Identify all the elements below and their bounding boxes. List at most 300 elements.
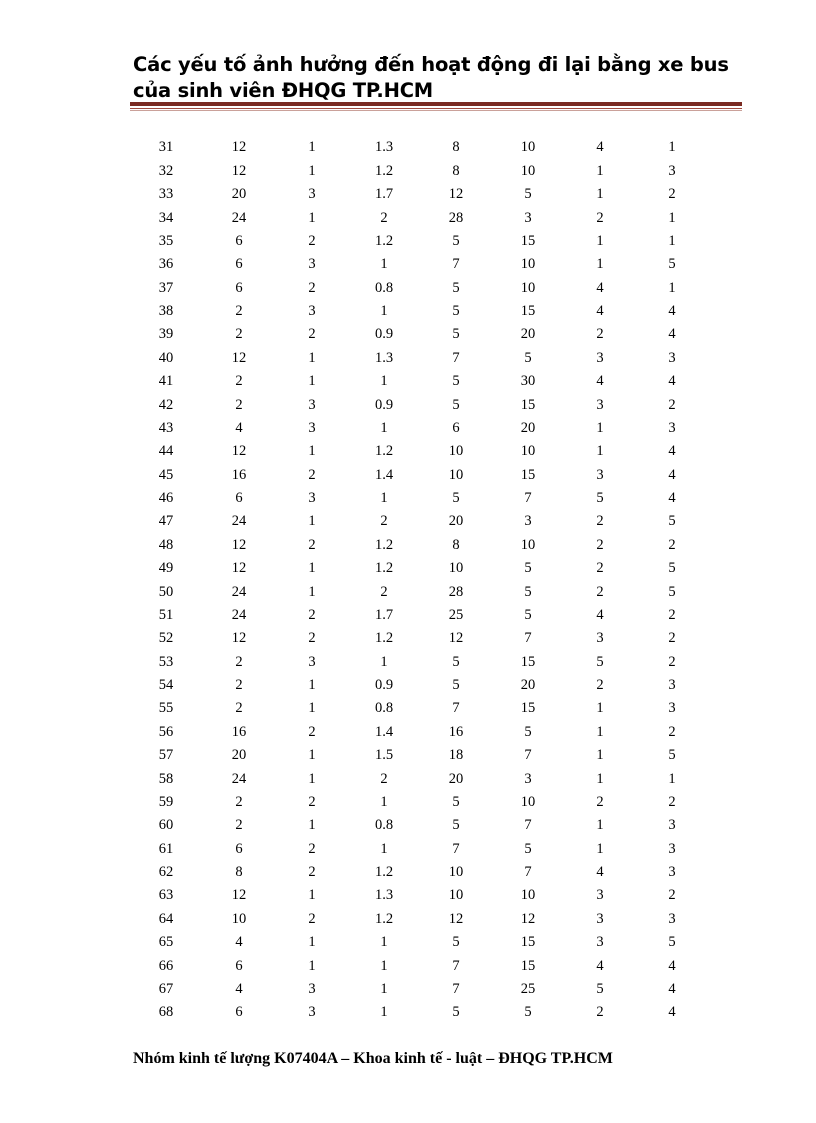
table-cell: 5: [452, 373, 460, 390]
table-cell: 1: [308, 957, 316, 974]
table-cell: 1.7: [374, 606, 394, 623]
table-cell: 5: [524, 840, 532, 857]
table-cell: 2: [596, 209, 604, 226]
table-cell: 5: [452, 817, 460, 834]
table-cell: 4: [668, 443, 676, 460]
table-cell: 2: [596, 677, 604, 694]
table-cell: 10: [448, 887, 464, 904]
table-cell: 7: [452, 700, 460, 717]
table-row: [130, 417, 708, 440]
table-cell: 5: [524, 723, 532, 740]
table-cell: 3: [668, 700, 676, 717]
table-cell: 12: [448, 186, 464, 203]
table-cell: 1: [308, 747, 316, 764]
table-cell: 3: [668, 419, 676, 436]
table-cell: 10: [520, 443, 536, 460]
table-cell: 5: [452, 677, 460, 694]
table-cell: 15: [520, 957, 536, 974]
table-cell: 43: [158, 419, 174, 436]
table-cell: 2: [235, 817, 243, 834]
table-cell: 4: [668, 957, 676, 974]
table-cell: 1: [596, 256, 604, 273]
table-cell: 10: [231, 910, 247, 927]
table-cell: 66: [158, 957, 174, 974]
table-cell: 2: [380, 583, 388, 600]
table-cell: 10: [520, 793, 536, 810]
table-row: [130, 884, 708, 907]
table-cell: 4: [668, 303, 676, 320]
table-cell: 1: [308, 560, 316, 577]
table-cell: 58: [158, 770, 174, 787]
table-cell: 7: [452, 349, 460, 366]
table-cell: 65: [158, 934, 174, 951]
table-cell: 0.8: [374, 817, 394, 834]
table-cell: 1: [596, 162, 604, 179]
table-cell: 31: [158, 139, 174, 156]
table-cell: 2: [596, 583, 604, 600]
table-cell: 0.9: [374, 677, 394, 694]
table-cell: 24: [231, 513, 247, 530]
table-cell: 1: [596, 419, 604, 436]
table-cell: 4: [235, 980, 243, 997]
table-cell: 2: [596, 536, 604, 553]
table-row: [130, 1001, 708, 1024]
table-cell: 3: [596, 887, 604, 904]
table-cell: 5: [668, 747, 676, 764]
table-cell: 12: [231, 887, 247, 904]
table-cell: 2: [668, 186, 676, 203]
table-cell: 3: [596, 934, 604, 951]
table-cell: 2: [668, 606, 676, 623]
table-cell: 24: [231, 770, 247, 787]
table-row: [130, 510, 708, 533]
table-row: [130, 323, 708, 346]
table-cell: 4: [596, 957, 604, 974]
table-cell: 20: [231, 186, 247, 203]
table-cell: 34: [158, 209, 174, 226]
table-cell: 10: [520, 139, 536, 156]
table-cell: 20: [520, 326, 536, 343]
table-cell: 1.2: [374, 162, 394, 179]
table-cell: 1.3: [374, 887, 394, 904]
table-cell: 1: [596, 840, 604, 857]
table-cell: 1: [308, 817, 316, 834]
table-cell: 10: [448, 560, 464, 577]
table-cell: 5: [668, 513, 676, 530]
table-cell: 1: [596, 770, 604, 787]
table-cell: 2: [308, 723, 316, 740]
table-row: [130, 861, 708, 884]
table-row: [130, 674, 708, 697]
table-cell: 6: [235, 490, 243, 507]
table-cell: 3: [308, 980, 316, 997]
table-row: [130, 346, 708, 369]
table-cell: 12: [231, 349, 247, 366]
table-cell: 1: [596, 700, 604, 717]
table-cell: 2: [596, 513, 604, 530]
table-cell: 2: [596, 793, 604, 810]
table-cell: 64: [158, 910, 174, 927]
table-row: [130, 907, 708, 930]
table-cell: 1: [596, 186, 604, 203]
table-cell: 3: [668, 864, 676, 881]
table-cell: 24: [231, 209, 247, 226]
table-cell: 10: [520, 162, 536, 179]
table-cell: 5: [524, 349, 532, 366]
table-cell: 62: [158, 864, 174, 881]
table-cell: 1: [308, 139, 316, 156]
table-cell: 56: [158, 723, 174, 740]
table-cell: 38: [158, 303, 174, 320]
table-cell: 68: [158, 1004, 174, 1021]
table-cell: 20: [520, 419, 536, 436]
data-table: [130, 136, 708, 1024]
table-row: [130, 440, 708, 463]
table-cell: 3: [308, 396, 316, 413]
table-cell: 2: [308, 279, 316, 296]
table-cell: 4: [596, 606, 604, 623]
table-row: [130, 744, 708, 767]
table-cell: 52: [158, 630, 174, 647]
table-cell: 2: [235, 793, 243, 810]
table-row: [130, 697, 708, 720]
table-cell: 4: [668, 1004, 676, 1021]
table-cell: 2: [308, 864, 316, 881]
table-cell: 2: [308, 840, 316, 857]
table-cell: 1: [308, 349, 316, 366]
table-cell: 1: [596, 232, 604, 249]
table-cell: 3: [668, 817, 676, 834]
table-cell: 4: [668, 373, 676, 390]
table-row: [130, 814, 708, 837]
table-cell: 20: [448, 513, 464, 530]
table-cell: 2: [308, 606, 316, 623]
table-cell: 5: [452, 490, 460, 507]
table-cell: 2: [235, 677, 243, 694]
table-row: [130, 954, 708, 977]
table-cell: 60: [158, 817, 174, 834]
table-row: [130, 370, 708, 393]
table-cell: 4: [596, 373, 604, 390]
table-cell: 4: [668, 980, 676, 997]
table-cell: 2: [235, 373, 243, 390]
table-cell: 1: [596, 443, 604, 460]
table-cell: 50: [158, 583, 174, 600]
table-cell: 1: [596, 723, 604, 740]
table-cell: 5: [524, 1004, 532, 1021]
table-cell: 44: [158, 443, 174, 460]
table-cell: 45: [158, 466, 174, 483]
table-cell: 12: [520, 910, 536, 927]
table-cell: 1: [380, 490, 388, 507]
table-cell: 5: [668, 560, 676, 577]
table-cell: 1.2: [374, 910, 394, 927]
table-cell: 7: [524, 864, 532, 881]
table-cell: 8: [235, 864, 243, 881]
table-cell: 3: [308, 490, 316, 507]
table-cell: 5: [596, 980, 604, 997]
table-cell: 33: [158, 186, 174, 203]
table-cell: 10: [520, 887, 536, 904]
table-cell: 1.5: [374, 747, 394, 764]
table-cell: 4: [596, 279, 604, 296]
table-cell: 1: [308, 770, 316, 787]
table-cell: 1: [380, 840, 388, 857]
table-cell: 5: [596, 490, 604, 507]
table-cell: 1.2: [374, 232, 394, 249]
table-cell: 3: [524, 513, 532, 530]
table-cell: 3: [668, 840, 676, 857]
table-cell: 1: [380, 980, 388, 997]
table-cell: 1: [380, 373, 388, 390]
table-cell: 32: [158, 162, 174, 179]
table-cell: 1.2: [374, 443, 394, 460]
table-cell: 67: [158, 980, 174, 997]
table-cell: 41: [158, 373, 174, 390]
table-cell: 2: [668, 630, 676, 647]
table-cell: 5: [524, 186, 532, 203]
table-row: [130, 837, 708, 860]
table-row: [130, 206, 708, 229]
table-cell: 5: [452, 326, 460, 343]
table-cell: 10: [520, 256, 536, 273]
table-cell: 5: [524, 560, 532, 577]
table-cell: 15: [520, 303, 536, 320]
table-cell: 2: [235, 326, 243, 343]
table-cell: 2: [668, 887, 676, 904]
table-cell: 0.9: [374, 326, 394, 343]
table-cell: 6: [235, 256, 243, 273]
table-cell: 55: [158, 700, 174, 717]
table-cell: 2: [380, 513, 388, 530]
table-cell: 5: [596, 653, 604, 670]
table-cell: 49: [158, 560, 174, 577]
table-cell: 1: [668, 232, 676, 249]
table-cell: 3: [668, 910, 676, 927]
table-cell: 6: [235, 232, 243, 249]
table-cell: 1: [308, 209, 316, 226]
table-cell: 7: [524, 490, 532, 507]
table-cell: 3: [596, 630, 604, 647]
table-row: [130, 533, 708, 556]
table-cell: 1: [380, 957, 388, 974]
table-cell: 20: [520, 677, 536, 694]
table-cell: 10: [448, 443, 464, 460]
table-cell: 1: [308, 887, 316, 904]
table-cell: 5: [452, 396, 460, 413]
table-cell: 6: [235, 1004, 243, 1021]
table-cell: 3: [524, 209, 532, 226]
table-cell: 1: [380, 793, 388, 810]
table-cell: 7: [452, 957, 460, 974]
table-cell: 1: [380, 653, 388, 670]
table-cell: 2: [668, 536, 676, 553]
table-row: [130, 557, 708, 580]
table-row: [130, 276, 708, 299]
table-cell: 1: [596, 817, 604, 834]
table-cell: 16: [231, 723, 247, 740]
table-cell: 3: [596, 910, 604, 927]
table-cell: 35: [158, 232, 174, 249]
table-cell: 47: [158, 513, 174, 530]
table-cell: 2: [596, 560, 604, 577]
table-cell: 1: [308, 934, 316, 951]
table-cell: 28: [448, 209, 464, 226]
table-cell: 12: [231, 536, 247, 553]
table-cell: 0.8: [374, 279, 394, 296]
table-cell: 7: [524, 747, 532, 764]
table-cell: 1: [668, 139, 676, 156]
table-cell: 15: [520, 653, 536, 670]
table-cell: 6: [235, 840, 243, 857]
table-cell: 3: [308, 256, 316, 273]
table-cell: 2: [668, 653, 676, 670]
table-cell: 1: [668, 209, 676, 226]
table-cell: 5: [668, 256, 676, 273]
table-cell: 0.8: [374, 700, 394, 717]
table-row: [130, 159, 708, 182]
table-cell: 3: [308, 1004, 316, 1021]
table-cell: 1: [668, 770, 676, 787]
table-cell: 24: [231, 606, 247, 623]
table-cell: 16: [231, 466, 247, 483]
table-cell: 1: [308, 700, 316, 717]
table-cell: 3: [668, 349, 676, 366]
table-cell: 15: [520, 466, 536, 483]
header-rule-thin: [130, 108, 742, 109]
table-cell: 1.2: [374, 630, 394, 647]
table-cell: 1: [308, 583, 316, 600]
table-cell: 1: [308, 513, 316, 530]
table-cell: 5: [668, 583, 676, 600]
table-cell: 6: [452, 419, 460, 436]
table-cell: 12: [231, 560, 247, 577]
table-cell: 63: [158, 887, 174, 904]
table-cell: 28: [448, 583, 464, 600]
table-cell: 1.3: [374, 139, 394, 156]
table-cell: 39: [158, 326, 174, 343]
table-cell: 5: [524, 606, 532, 623]
page-footer: Nhóm kinh tế lượng K07404A – Khoa kinh tế - luật – ĐHQG TP.HCM: [133, 1050, 613, 1067]
table-cell: 3: [596, 349, 604, 366]
table-cell: 5: [452, 1004, 460, 1021]
table-row: [130, 650, 708, 673]
table-cell: 4: [235, 419, 243, 436]
table-cell: 6: [235, 279, 243, 296]
table-cell: 15: [520, 396, 536, 413]
table-cell: 7: [452, 256, 460, 273]
table-cell: 10: [520, 279, 536, 296]
table-cell: 2: [235, 653, 243, 670]
table-cell: 5: [452, 303, 460, 320]
table-row: [130, 580, 708, 603]
table-cell: 2: [668, 396, 676, 413]
table-row: [130, 463, 708, 486]
table-cell: 61: [158, 840, 174, 857]
table-cell: 1.2: [374, 560, 394, 577]
table-cell: 1: [380, 419, 388, 436]
table-cell: 2: [235, 303, 243, 320]
table-row: [130, 230, 708, 253]
table-row: [130, 931, 708, 954]
table-cell: 4: [668, 490, 676, 507]
table-cell: 2: [380, 770, 388, 787]
table-cell: 2: [308, 630, 316, 647]
table-cell: 8: [452, 162, 460, 179]
table-cell: 42: [158, 396, 174, 413]
table-cell: 4: [235, 934, 243, 951]
table-cell: 1: [380, 934, 388, 951]
table-cell: 1: [308, 162, 316, 179]
table-cell: 2: [668, 723, 676, 740]
table-cell: 3: [668, 677, 676, 694]
table-cell: 2: [308, 466, 316, 483]
table-row: [130, 767, 708, 790]
table-cell: 4: [596, 864, 604, 881]
table-cell: 2: [596, 1004, 604, 1021]
table-cell: 5: [524, 583, 532, 600]
table-cell: 10: [448, 864, 464, 881]
table-cell: 1: [380, 256, 388, 273]
table-row: [130, 253, 708, 276]
table-cell: 20: [448, 770, 464, 787]
table-cell: 40: [158, 349, 174, 366]
data-table-body: [130, 136, 708, 1024]
table-cell: 2: [308, 536, 316, 553]
table-cell: 54: [158, 677, 174, 694]
table-cell: 12: [231, 162, 247, 179]
table-cell: 10: [448, 466, 464, 483]
table-cell: 3: [596, 466, 604, 483]
table-cell: 53: [158, 653, 174, 670]
table-cell: 12: [448, 630, 464, 647]
table-cell: 2: [596, 326, 604, 343]
table-cell: 8: [452, 139, 460, 156]
table-cell: 5: [452, 934, 460, 951]
header-rule-thick: [130, 102, 742, 106]
table-cell: 30: [520, 373, 536, 390]
table-cell: 25: [520, 980, 536, 997]
table-cell: 4: [596, 139, 604, 156]
table-cell: 4: [668, 326, 676, 343]
table-cell: 1.2: [374, 536, 394, 553]
table-cell: 7: [452, 980, 460, 997]
table-cell: 1: [380, 303, 388, 320]
header-rule: [130, 102, 742, 111]
table-row: [130, 183, 708, 206]
table-cell: 12: [231, 630, 247, 647]
table-cell: 0.9: [374, 396, 394, 413]
table-cell: 1: [380, 1004, 388, 1021]
table-cell: 12: [231, 443, 247, 460]
table-cell: 48: [158, 536, 174, 553]
table-row: [130, 393, 708, 416]
table-cell: 36: [158, 256, 174, 273]
table-cell: 2: [308, 232, 316, 249]
table-cell: 3: [524, 770, 532, 787]
table-cell: 7: [524, 817, 532, 834]
table-cell: 1: [308, 373, 316, 390]
table-cell: 20: [231, 747, 247, 764]
table-cell: 3: [308, 303, 316, 320]
table-cell: 18: [448, 747, 464, 764]
table-cell: 15: [520, 232, 536, 249]
table-cell: 24: [231, 583, 247, 600]
table-cell: 15: [520, 934, 536, 951]
table-cell: 7: [524, 630, 532, 647]
table-cell: 37: [158, 279, 174, 296]
table-row: [130, 627, 708, 650]
